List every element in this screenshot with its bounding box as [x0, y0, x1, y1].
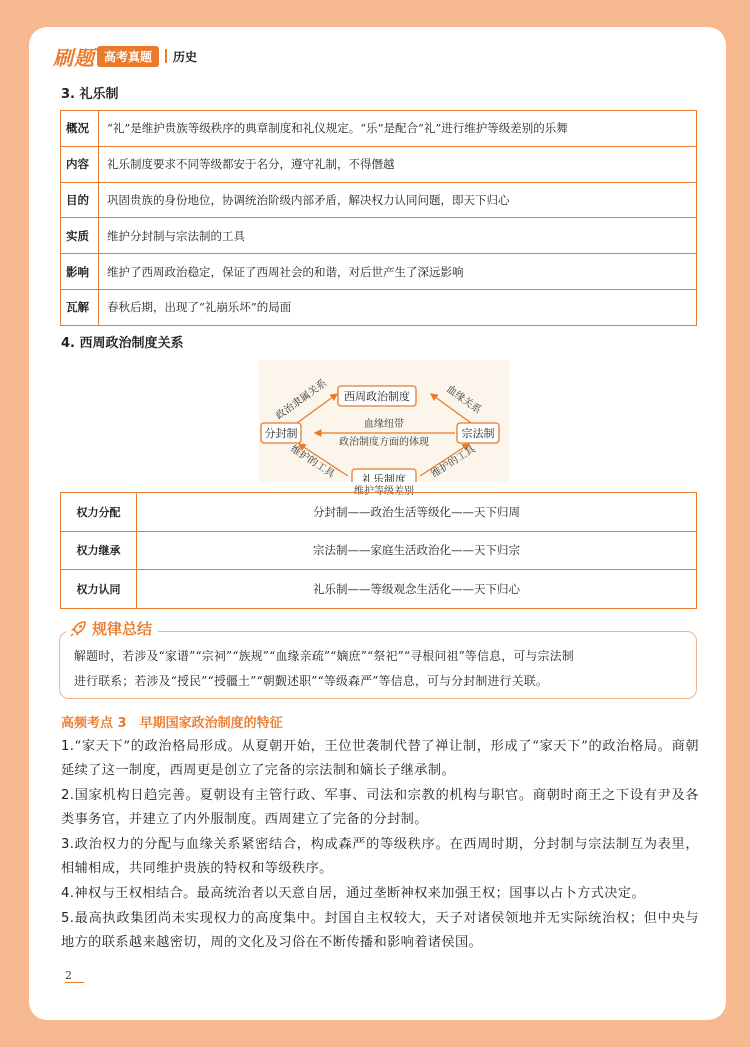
row-value: 礼乐制——等级观念生活化——天下归心 — [137, 570, 697, 609]
row-value: 礼乐制度要求不同等级都安于名分，遵守礼制，不得僭越 — [99, 146, 697, 182]
diagram-svg — [259, 360, 509, 482]
table-row — [61, 182, 697, 218]
node-top: 西周政治制度 — [344, 390, 410, 403]
section-3-title: 3. 礼乐制 — [61, 87, 119, 102]
kaodian-item-2 — [61, 784, 699, 831]
node-left: 分封制 — [264, 427, 298, 440]
row-value: 春秋后期，出现了“礼崩乐坏”的局面 — [99, 289, 697, 325]
label-bottom: 维护等级差别 — [354, 486, 414, 497]
table-row — [61, 531, 697, 570]
rule-line-1: 解题时，若涉及“家谱”“宗祠”“族规”“血缘亲疏”“嫡庶”“祭祀”“寻根问祖”等信息，可与宗法制 — [74, 649, 574, 663]
item-text: 神权与王权相结合。最高统治者以天意自居，通过垄断神权来加强王权；国事以占卜方式决定。 — [74, 886, 646, 901]
row-value: 维护了西周政治稳定，保证了西周社会的和谐，对后世产生了深远影响 — [99, 254, 697, 290]
political-system-diagram — [259, 360, 509, 497]
row-key: 内容 — [61, 146, 99, 182]
label-top-right: 血缘关系 — [444, 383, 483, 417]
item-number: 2. — [61, 788, 75, 803]
liyue-table — [60, 110, 697, 326]
row-key: 概况 — [61, 111, 99, 147]
page — [29, 27, 726, 1020]
row-value: 维护分封制与宗法制的工具 — [99, 218, 697, 254]
brand-logo: 刷题 — [53, 45, 95, 70]
item-number: 1. — [61, 739, 75, 754]
row-key: 权力认同 — [61, 570, 137, 609]
kaodian-item-3 — [61, 833, 699, 880]
header-divider — [165, 49, 167, 63]
item-text: 国家机构日趋完善。夏朝设有主管行政、军事、司法和宗教的机构与职官。商朝时商王之下设有尹及各类事务官，并建立了内外服制度。西周建立了完备的分封制。 — [61, 788, 699, 827]
page-header — [53, 41, 197, 71]
row-key: 权力分配 — [61, 493, 137, 532]
row-key: 实质 — [61, 218, 99, 254]
power-table — [60, 492, 697, 609]
rule-summary-box — [59, 631, 697, 699]
rule-summary-title — [67, 618, 158, 639]
node-right: 宗法制 — [461, 427, 495, 440]
row-value: 宗法制——家庭生活政治化——天下归宗 — [137, 531, 697, 570]
table-row — [61, 218, 697, 254]
row-value: 巩固贵族的身份地位，协调统治阶级内部矛盾，解决权力认同问题，即天下归心 — [99, 182, 697, 218]
section-4-title: 4. 西周政治制度关系 — [61, 336, 184, 351]
rocket-icon — [69, 620, 87, 638]
book-title-badge: 高考真题 — [97, 46, 159, 67]
node-bottom: 礼乐制度 — [362, 473, 406, 482]
label-bottom-right: 维护的工具 — [429, 443, 478, 481]
page-number: 2 — [65, 969, 84, 983]
label-top-left: 政治隶属关系 — [274, 377, 330, 423]
item-text: 最高执政集团尚未实现权力的高度集中。封国自主权较大，天子对诸侯领地并无实际统治权；但中央与地方的联系越来越密切，周的文化及习俗在不断传播和影响着诸侯国。 — [61, 911, 699, 950]
table-row — [61, 254, 697, 290]
row-key: 影响 — [61, 254, 99, 290]
item-number: 5. — [61, 911, 75, 926]
rule-title-text: 规律总结 — [92, 620, 153, 638]
table-row — [61, 493, 697, 532]
row-key: 瓦解 — [61, 289, 99, 325]
item-text: 政治权力的分配与血缘关系紧密结合，构成森严的等级秩序。在西周时期，分封制与宗法制互为表里，相辅相成，共同维护贵族的特权和等级秩序。 — [61, 837, 699, 876]
item-number: 4. — [61, 886, 75, 901]
kaodian-item-4 — [61, 882, 699, 906]
table-row — [61, 146, 697, 182]
row-key: 目的 — [61, 182, 99, 218]
label-bottom-left: 维护的工具 — [288, 443, 337, 481]
row-key: 权力继承 — [61, 531, 137, 570]
row-value: 分封制——政治生活等级化——天下归周 — [137, 493, 697, 532]
label-middle-2: 政治制度方面的体现 — [339, 437, 429, 448]
kaodian-item-5 — [61, 907, 699, 954]
item-number: 3. — [61, 837, 75, 852]
item-text: “家天下”的政治格局形成。从夏朝开始，王位世袭制代替了禅让制，形成了“家天下”的政治格局。商朝延续了这一制度，西周更是创立了完备的宗法制和嫡长子继承制。 — [61, 739, 699, 778]
kaodian-item-1 — [61, 735, 699, 782]
label-middle-1: 血缘纽带 — [364, 419, 404, 430]
table-row — [61, 289, 697, 325]
kaodian-title: 高频考点 3 早期国家政治制度的特征 — [61, 716, 283, 731]
table-row — [61, 570, 697, 609]
row-value: “礼”是维护贵族等级秩序的典章制度和礼仪规定。“乐”是配合“礼”进行维护等级差别的乐舞 — [99, 111, 697, 147]
subject-label: 历史 — [173, 49, 198, 64]
rule-line-2: 进行联系；若涉及“授民”“授疆土”“朝觐述职”“等级森严”等信息，可与分封制进行关联。 — [74, 674, 549, 688]
table-row — [61, 111, 697, 147]
